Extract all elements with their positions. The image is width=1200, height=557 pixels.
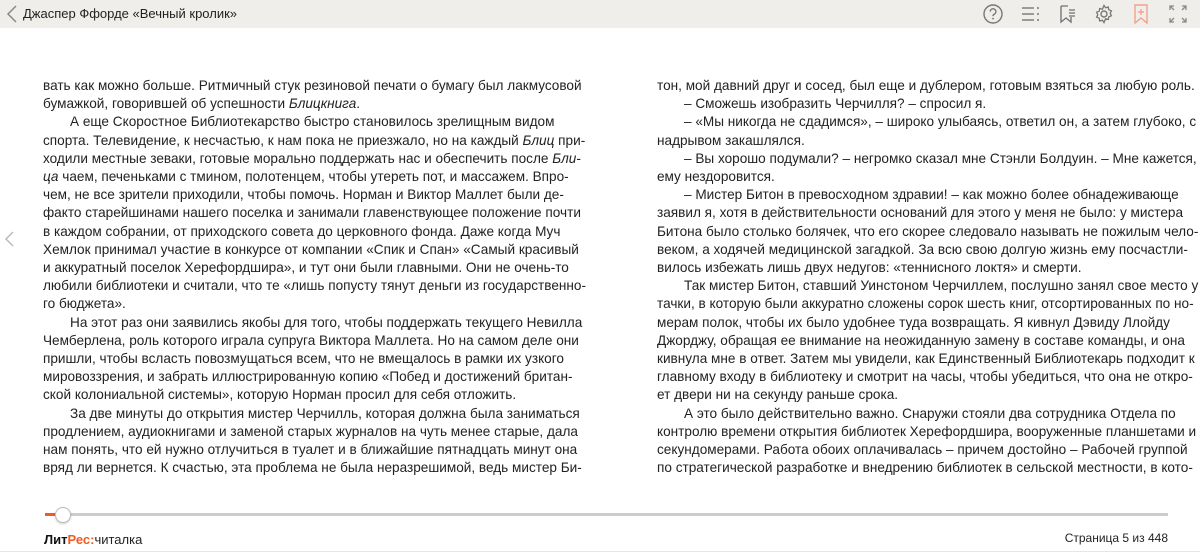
table-of-contents-icon [1019, 3, 1041, 25]
text-line [657, 132, 1168, 150]
text-line [43, 259, 569, 277]
text-line [657, 350, 1195, 368]
text-segment: по стратегической разработке и внедрению библиотек в сельской местности, в кото- [657, 460, 1193, 476]
text-segment: За две минуты до открытия мистер Черчилль, которая должна была заниматься [70, 405, 580, 421]
chevron-left-icon [3, 230, 15, 248]
text-segment: А это было действительно важно. Снаружи стояли два сотрудника Отдела по [684, 405, 1176, 421]
text-line [657, 186, 1179, 204]
text-segment: и аккуратный поселок Херефордшира», и тут они были главными. Они не очень-то [43, 260, 569, 276]
text-line [43, 204, 581, 222]
text-segment: вать как можно больше. Ритмичный стук резиновой печати о бумагу был лакмусовой [43, 78, 582, 93]
text-line [657, 332, 1185, 350]
text-segment: – Мистер Битон в превосходном здравии! – как можно более обнадеживающе [684, 187, 1179, 203]
text-line [657, 314, 1168, 332]
text-segment: Битона было столько болячек, что его скорее следовало называть не пожилым чело- [657, 223, 1199, 239]
text-line [43, 295, 554, 313]
text-line [657, 95, 1168, 113]
add-bookmark-icon [1130, 3, 1152, 25]
help-icon [982, 3, 1004, 25]
italic-text: Блицкнига [288, 96, 357, 112]
text-line [43, 95, 554, 113]
divider [0, 551, 1200, 552]
page-counter: Страница 5 из 448 [1064, 531, 1168, 545]
text-line [43, 150, 581, 168]
text-segment: го бюджета». [43, 296, 126, 312]
text-segment: мировоззрения, и забрать иллюстрированную копию «Побед и достижений британ- [43, 369, 573, 385]
logo-part-reader: читалка [94, 532, 143, 547]
text-segment: любили библиотеки и считали, что те «лишь попусту тянут деньги из государственно- [43, 278, 587, 294]
text-line [43, 223, 561, 241]
text-segment: пришли, чтобы всласть повозмущаться всем, что не вмещалось в рамки их узкого [43, 351, 564, 367]
text-segment: главному входу в библиотеку и смотрит на часы, чтобы убедиться, что она не откро- [657, 369, 1193, 385]
bookmarks-list-button[interactable] [1055, 2, 1079, 26]
contents-button[interactable] [1018, 2, 1042, 26]
chevron-left-icon [4, 4, 20, 24]
text-segment: секундомерами. Работа обоих оплачивалась – причем достойно – Рабочей группой [657, 442, 1188, 458]
text-segment: мерам полок, чтобы их было удобнее туда возвращать. Я кивнул Дэвиду Ллойду [657, 314, 1170, 330]
text-line [657, 277, 1199, 295]
text-line [657, 168, 1168, 186]
previous-page-button[interactable] [3, 230, 15, 248]
text-line [657, 386, 1168, 404]
text-line [43, 386, 554, 404]
text-segment: тон, мой давний друг и сосед, был еще и дублером, готовым взяться за любую роль. [657, 78, 1195, 93]
text-line [43, 77, 582, 95]
top-bar [0, 0, 1200, 28]
text-segment: бумажкой, говорившей об успешности [43, 96, 289, 112]
text-segment: продлением, аудиокнигами и заменой старых журналов на чуть менее старые, дала [43, 423, 578, 439]
fullscreen-icon [1167, 3, 1189, 25]
text-segment: – Вы хорошо подумали? – негромко сказал мне Стэнли Болдуин. – Мне кажется, [684, 150, 1197, 166]
text-segment: Хемлок принимал участие в конкурсе от компании «Спик и Спан» «Самый красивый [43, 241, 579, 257]
text-line [43, 314, 583, 332]
text-segment: нам понять, что ей нужно отлучиться в туалет и в ближайшие пятнадцать минут она [43, 442, 578, 458]
text-segment: в каждом собрании, от приходского совета до церковного фонда. Даже когда Муч [43, 223, 561, 239]
text-line [43, 168, 569, 186]
text-segment: заявил я, хотя в действительности оснований для этого у меня не было: у мистера [657, 205, 1184, 221]
text-line [657, 204, 1184, 222]
settings-button[interactable] [1092, 2, 1116, 26]
text-line [657, 77, 1195, 95]
progress-fill [45, 513, 55, 516]
text-segment: ской колониальной системы», которую Норман просил для себя отложить. [43, 387, 517, 403]
text-segment: – «Мы никогда не сдадимся», – широко улыбаясь, ответил он, а затем глубоко, с [684, 114, 1197, 130]
book-title: Джаспер Ффорде «Вечный кролик» [23, 6, 238, 21]
text-line [657, 423, 1197, 441]
text-segment: спорта. Телевидение, к несчастью, к нам пока не приезжало, но на каждый [43, 132, 523, 148]
text-segment: Чемберлена, роль которого играла супруга Виктора Маллета. Но на самом деле они [43, 332, 579, 348]
text-line [43, 405, 580, 423]
text-line [43, 186, 564, 204]
italic-text: Блиц [522, 132, 555, 148]
toolbar [981, 2, 1190, 26]
text-line [657, 223, 1199, 241]
text-segment: ет двери ни на секунду раньше срока. [657, 387, 899, 403]
back-button[interactable] [4, 4, 20, 24]
text-line [43, 350, 564, 368]
text-segment: Так мистер Битон, ставший Уинстоном Черчиллем, послушно занял свое место у [684, 278, 1199, 294]
text-segment: факто старейшинами нашего поселка и занимали главенствующее положение почти [43, 205, 581, 221]
text-segment: надрывом закашлялся. [657, 132, 805, 148]
fullscreen-button[interactable] [1166, 2, 1190, 26]
text-line [43, 132, 586, 150]
text-line [43, 332, 579, 350]
text-segment: вряд ли вернется. К счастью, эта проблема не была неразрешимой, ведь мистер Би- [43, 460, 582, 476]
text-line [43, 368, 573, 386]
italic-text: ца [43, 169, 59, 185]
text-segment: чаем, печеньками с тмином, полотенцем, чтобы утереть пот, и массажем. Впро- [58, 169, 569, 185]
text-segment: На этот раз они заявились якобы для того, чтобы поддержать текущего Невилла [70, 314, 583, 330]
text-line [657, 259, 1168, 277]
text-segment: Джорджу, обращая ее внимание на неожиданную замену в составе команды, и она [657, 332, 1185, 348]
litres-logo [44, 532, 142, 547]
text-segment: тачки, в которую были аккуратно сложены сорок шесть книг, отсортированных по но- [657, 296, 1194, 312]
text-line [657, 295, 1194, 313]
progress-slider[interactable] [45, 513, 1168, 516]
text-line [43, 441, 578, 459]
text-line [657, 459, 1193, 477]
text-line [43, 241, 579, 259]
text-segment: . [356, 96, 361, 112]
text-segment: при- [554, 132, 586, 148]
text-segment: А еще Скоростное Библиотекарство быстро становилось зрелищным видом [70, 114, 555, 130]
page-left-text [43, 77, 587, 476]
logo-part-lit: Лит [44, 532, 68, 547]
text-segment: кивнула мне в ответ. Затем мы увидели, как Единственный Библиотекарь подходит к [657, 351, 1195, 367]
add-bookmark-button[interactable] [1129, 2, 1153, 26]
text-line [43, 459, 582, 477]
text-segment: ему нездоровится. [657, 169, 775, 185]
italic-text: Бли- [552, 150, 581, 166]
text-line [657, 368, 1193, 386]
page-right-text [657, 77, 1199, 476]
settings-icon [1093, 3, 1115, 25]
text-segment: веком, а ходячей медицинской загадкой. За всю свою долгую жизнь ему посчастли- [657, 241, 1188, 257]
text-segment: ходили местные зеваки, готовые морально поддержать нас и обеспечить после [43, 150, 553, 166]
text-line [43, 277, 587, 295]
text-segment: контролю времени открытия библиотек Херефордшира, вооруженные планшетами и [657, 423, 1197, 439]
bookmarks-list-icon [1056, 3, 1078, 25]
text-line [43, 423, 578, 441]
text-line [657, 441, 1188, 459]
text-segment: чем, не все зрители приходили, чтобы помочь. Норман и Виктор Маллет были де- [43, 187, 564, 203]
text-line [43, 113, 554, 131]
help-button[interactable] [981, 2, 1005, 26]
progress-slider-handle[interactable] [55, 507, 71, 523]
text-line [657, 113, 1197, 131]
text-line [657, 405, 1176, 423]
text-line [657, 241, 1188, 259]
text-segment: – Сможешь изобразить Черчилля? – спросил я. [684, 96, 987, 112]
text-segment: вилось избежать лишь двух недугов: «теннисного локтя» и смерти. [657, 260, 1082, 276]
logo-part-res: Рес: [67, 532, 95, 547]
text-line [657, 150, 1197, 168]
